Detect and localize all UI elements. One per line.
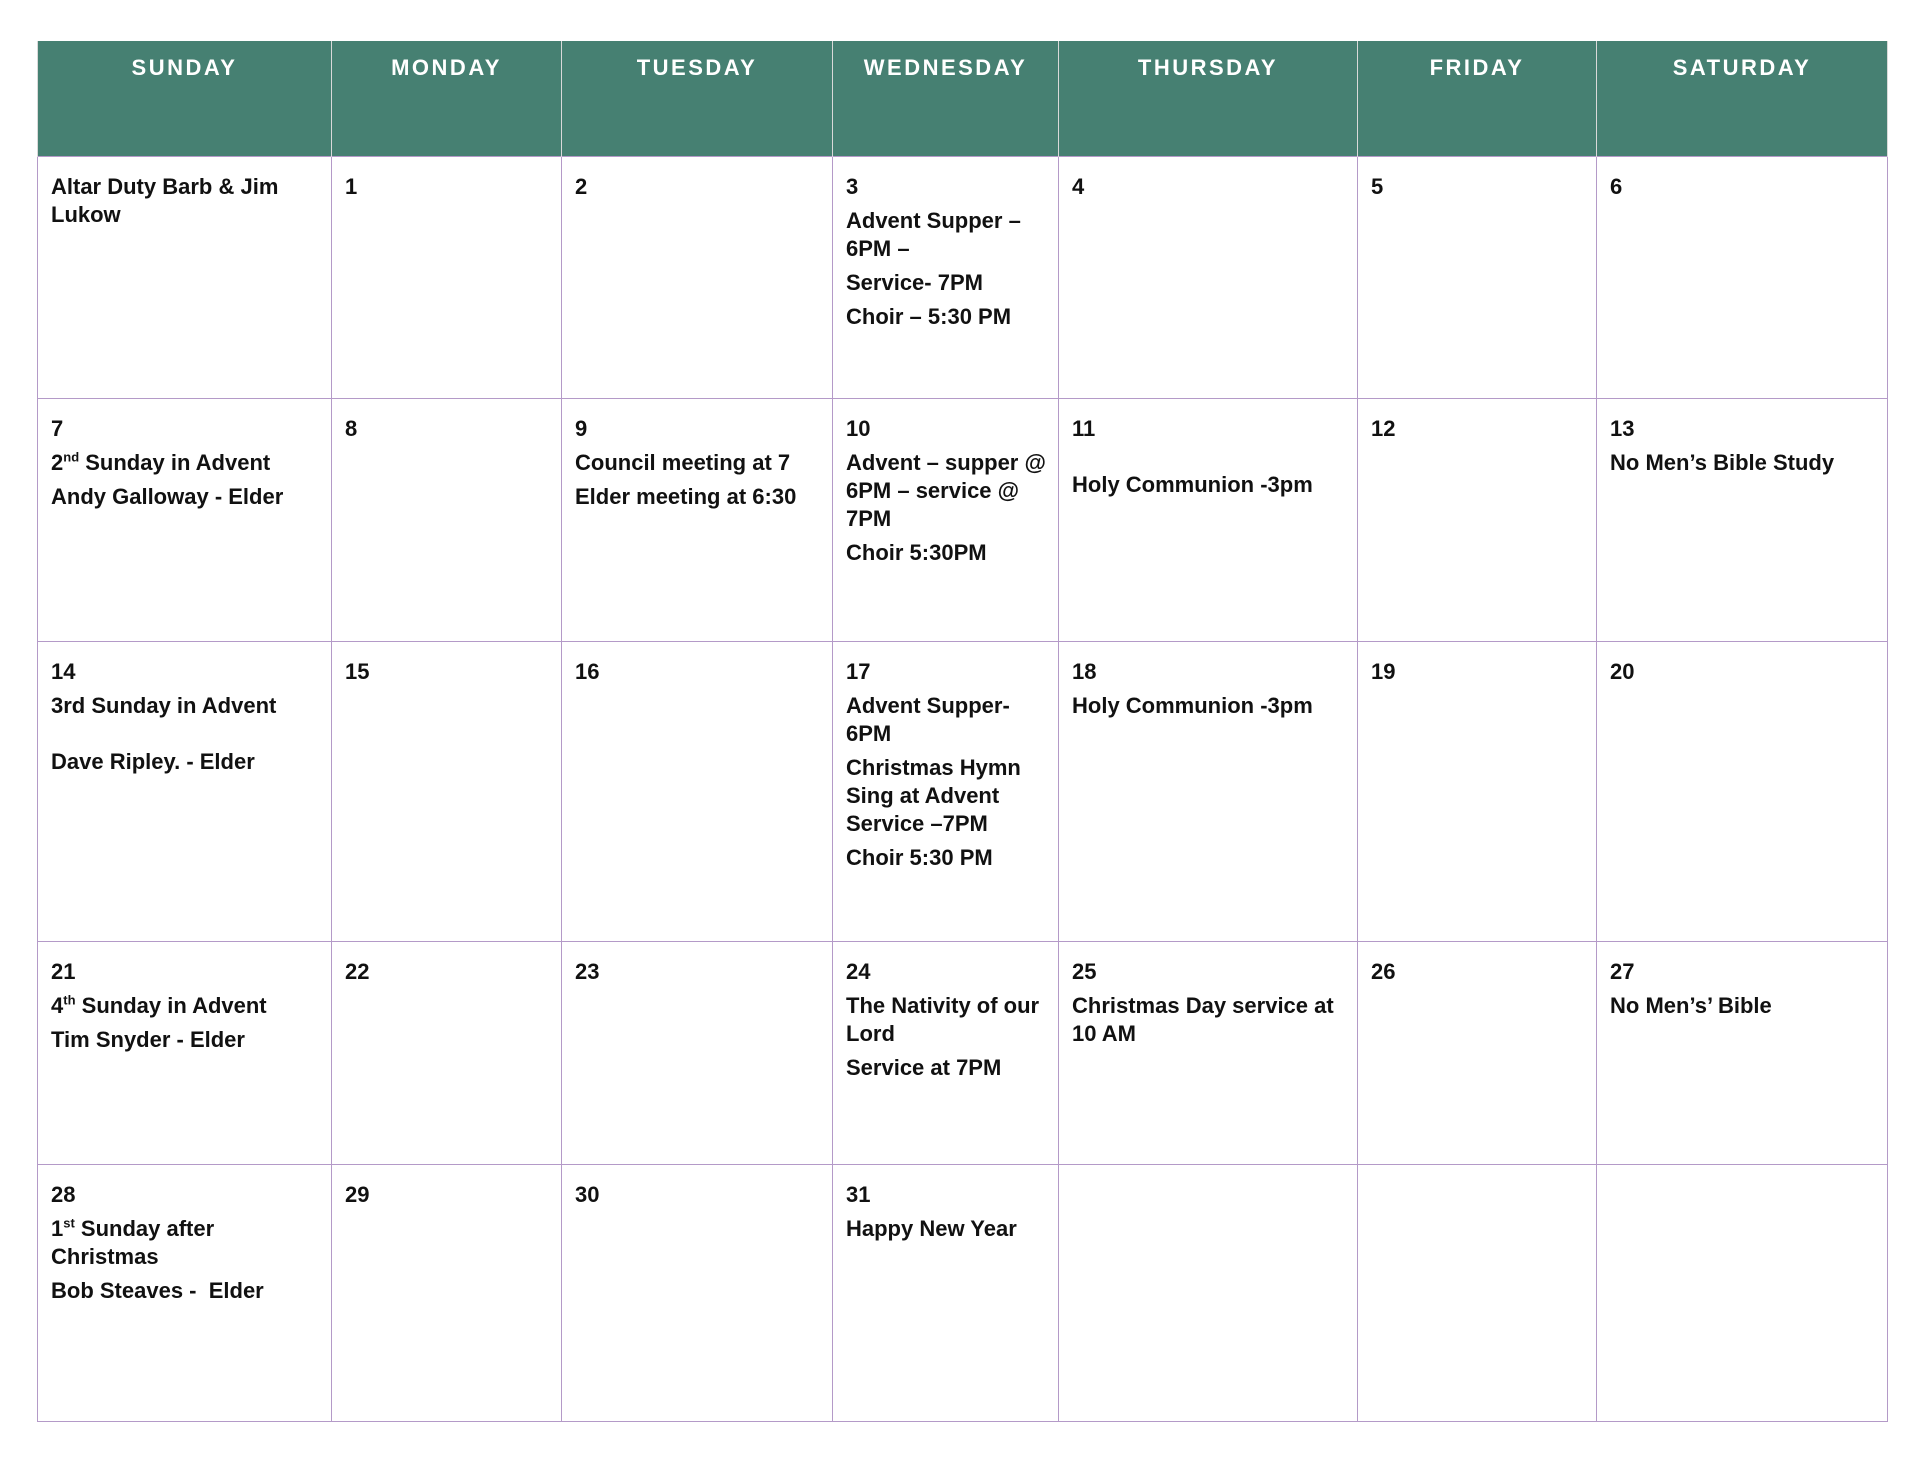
day-number: 21 [51, 958, 76, 984]
header-wednesday: WEDNESDAY [833, 41, 1059, 156]
event-text: Happy New Year [846, 1215, 1017, 1241]
day-number: 8 [345, 415, 358, 441]
event-text: No Men’s Bible Study [1610, 449, 1835, 475]
day-cell [833, 641, 1059, 941]
event-text: Service- 7PM [846, 269, 983, 295]
day-number: 15 [345, 658, 370, 684]
day-cell [1059, 398, 1358, 641]
day-number: 23 [575, 958, 600, 984]
day-number: 9 [575, 415, 588, 441]
day-cell [1597, 941, 1888, 1164]
event-ordinal-suffix: nd [63, 449, 80, 465]
day-number: 4 [1072, 173, 1085, 199]
day-number: 10 [846, 415, 871, 441]
event-text: Altar Duty Barb & Jim Lukow [51, 173, 279, 227]
event-text: Elder meeting at 6:30 [575, 483, 797, 509]
day-number: 31 [846, 1181, 871, 1207]
event-text: Dave Ripley. - Elder [51, 748, 255, 774]
day-cell [833, 941, 1059, 1164]
day-cell [562, 398, 833, 641]
weekday-header-row [38, 41, 1888, 156]
calendar-table [37, 41, 1888, 1422]
day-number: 11 [1072, 415, 1096, 441]
event-text: Choir 5:30PM [846, 539, 987, 565]
day-cell [332, 1164, 562, 1421]
day-cell [38, 941, 332, 1164]
event-ordinal-rest: Sunday in Advent [79, 449, 271, 475]
day-cell [1059, 941, 1358, 1164]
day-cell [1358, 641, 1597, 941]
event-text: Council meeting at 7 [575, 449, 791, 475]
header-monday: MONDAY [332, 41, 562, 156]
event-text: Andy Galloway - Elder [51, 483, 284, 509]
day-cell [1597, 641, 1888, 941]
event-ordinal-rest: Sunday in Advent [75, 992, 267, 1018]
week-row-1 [38, 156, 1888, 398]
week-row-3 [38, 641, 1888, 941]
event-text: 3rd Sunday in Advent [51, 692, 277, 718]
day-cell [38, 398, 332, 641]
event-text: Service at 7PM [846, 1054, 1002, 1080]
day-cell [332, 398, 562, 641]
header-friday: FRIDAY [1358, 41, 1597, 156]
day-cell [1059, 641, 1358, 941]
day-cell [1358, 156, 1597, 398]
event-text: Advent Supper – 6PM – [846, 207, 1021, 261]
day-number: 19 [1371, 658, 1396, 684]
event-text: Christmas Hymn Sing at Advent Service –7PM [846, 754, 1021, 836]
day-number: 22 [345, 958, 370, 984]
header-tuesday: TUESDAY [562, 41, 833, 156]
day-number: 26 [1371, 958, 1396, 984]
day-number: 12 [1371, 415, 1396, 441]
day-cell [1059, 156, 1358, 398]
day-cell [38, 1164, 332, 1421]
week-row-5 [38, 1164, 1888, 1421]
event-text: Advent Supper-6PM [846, 692, 1010, 746]
day-number: 30 [575, 1181, 600, 1207]
event-ordinal-number: 1 [51, 1215, 64, 1241]
day-cell [1597, 156, 1888, 398]
event-text: Holy Communion -3pm [1072, 471, 1313, 497]
day-number: 24 [846, 958, 871, 984]
day-cell [833, 398, 1059, 641]
day-cell [562, 641, 833, 941]
day-number: 16 [575, 658, 600, 684]
day-cell [332, 941, 562, 1164]
day-cell [562, 1164, 833, 1421]
day-number: 27 [1610, 958, 1635, 984]
day-cell [1358, 398, 1597, 641]
event-ordinal-number: 2 [51, 449, 64, 475]
day-cell [38, 641, 332, 941]
week-row-2 [38, 398, 1888, 641]
event-text: No Men’s’ Bible [1610, 992, 1772, 1018]
empty-day-cell [1597, 1164, 1888, 1421]
day-number: 13 [1610, 415, 1635, 441]
day-cell [562, 156, 833, 398]
event-text: Choir – 5:30 PM [846, 303, 1012, 329]
day-number: 3 [846, 173, 859, 199]
day-cell [1597, 398, 1888, 641]
day-number: 29 [345, 1181, 370, 1207]
day-number: 6 [1610, 173, 1623, 199]
day-number: 20 [1610, 658, 1635, 684]
day-cell [38, 156, 332, 398]
event-text [51, 992, 319, 1020]
day-number: 17 [846, 658, 871, 684]
event-text [51, 1215, 319, 1271]
event-text: Bob Steaves - Elder [51, 1277, 264, 1303]
event-text: Holy Communion -3pm [1072, 692, 1313, 718]
header-thursday: THURSDAY [1059, 41, 1358, 156]
day-cell [332, 156, 562, 398]
day-number: 14 [51, 658, 76, 684]
day-cell [562, 941, 833, 1164]
event-text [51, 449, 319, 477]
event-text: The Nativity of our Lord [846, 992, 1040, 1046]
day-number: 5 [1371, 173, 1384, 199]
event-ordinal-rest: Sunday after Christmas [51, 1215, 215, 1269]
event-text: Choir 5:30 PM [846, 844, 993, 870]
day-cell [332, 641, 562, 941]
event-ordinal-suffix: st [63, 1215, 75, 1231]
empty-day-cell [1059, 1164, 1358, 1421]
day-cell [833, 1164, 1059, 1421]
empty-day-cell [1358, 1164, 1597, 1421]
header-saturday: SATURDAY [1597, 41, 1888, 156]
day-cell [833, 156, 1059, 398]
header-sunday: SUNDAY [38, 41, 332, 156]
day-number: 1 [345, 173, 358, 199]
day-number: 7 [51, 415, 64, 441]
event-ordinal-number: 4 [51, 992, 64, 1018]
event-text: Tim Snyder - Elder [51, 1026, 245, 1052]
event-ordinal-suffix: th [63, 992, 76, 1008]
day-number: 18 [1072, 658, 1097, 684]
event-text: Advent – supper @ 6PM – service @ 7PM [846, 449, 1046, 531]
week-row-4 [38, 941, 1888, 1164]
day-number: 28 [51, 1181, 76, 1207]
day-number: 2 [575, 173, 588, 199]
day-cell [1358, 941, 1597, 1164]
day-number: 25 [1072, 958, 1097, 984]
event-text: Christmas Day service at 10 AM [1072, 992, 1334, 1046]
